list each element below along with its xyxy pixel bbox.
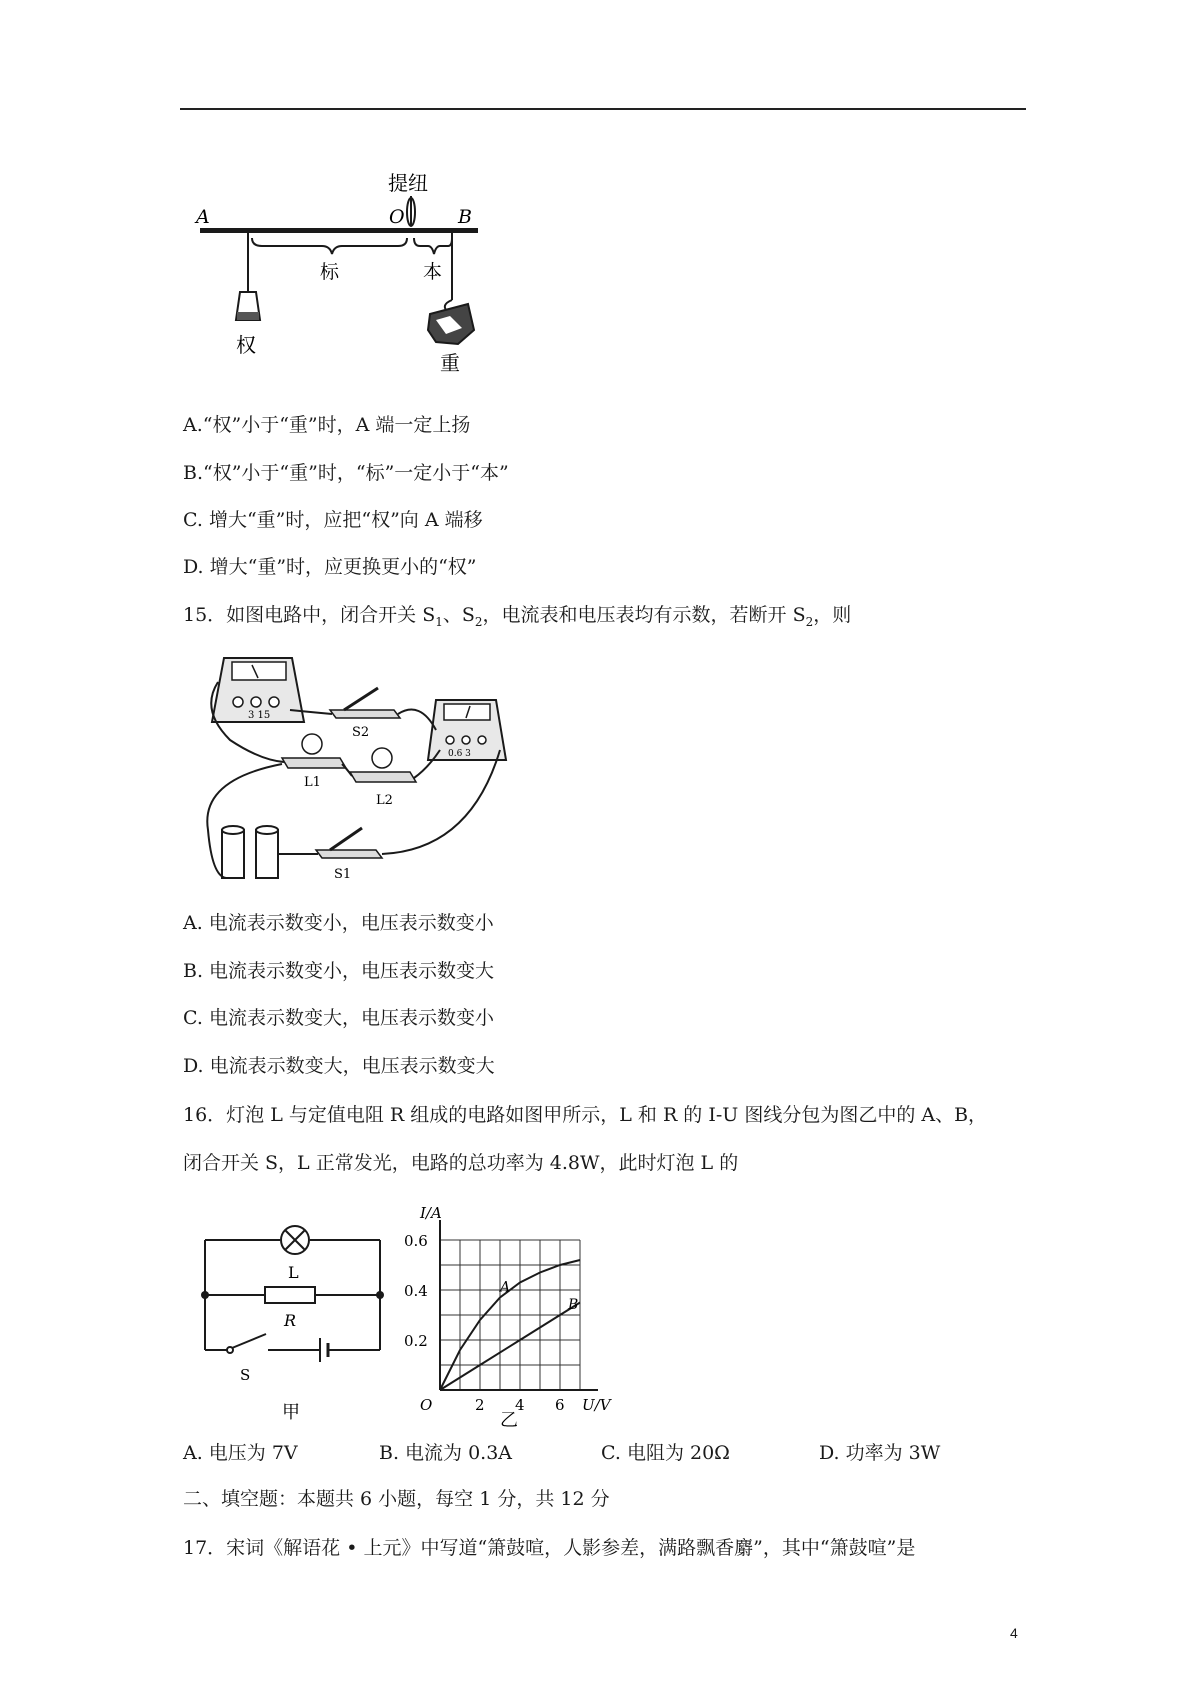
point-a-label: A [196, 206, 210, 228]
q16-stem-line-2: 闭合开关 S，L 正常发光，电路的总功率为 4.8W，此时灯泡 L 的 [183, 1152, 739, 1174]
label-s2: S2 [352, 725, 370, 740]
caption-yi: 乙 [500, 1410, 518, 1430]
steelyard-figure [0, 0, 1200, 420]
voltmeter-scale: 3 15 [248, 710, 271, 721]
y-tick-label: 0.6 [404, 1232, 428, 1250]
q15-stem-post: ，则 [813, 604, 852, 626]
zhong-label: 重 [440, 351, 460, 375]
origin-label: O [420, 1396, 433, 1414]
q15-stem-pre: 15．如图电路中，闭合开关 S [183, 604, 436, 626]
resistor-symbol [265, 1287, 315, 1303]
ben-brace [414, 238, 452, 254]
ben-label: 本 [423, 261, 443, 283]
schematic-label-s: S [240, 1366, 251, 1384]
y-axis-label: I/A [420, 1204, 442, 1222]
y-tick-label: 0.2 [404, 1332, 428, 1350]
switch-s1 [316, 828, 382, 882]
q14-option-b: B.“权”小于“重”时，“标”一定小于“本” [183, 462, 509, 484]
biao-label: 标 [320, 261, 340, 283]
schematic-label-l: L [288, 1263, 299, 1282]
q16-option-c: C. 电阻为 20Ω [601, 1442, 730, 1464]
q15-option-d: D. 电流表示数变大，电压表示数变大 [183, 1055, 495, 1077]
tizu-label: 提纽 [388, 171, 428, 195]
circuit-figure [0, 640, 600, 910]
battery-pack [222, 826, 278, 878]
q16-stem-line-1: 16．灯泡 L 与定值电阻 R 组成的电路如图甲所示，L 和 R 的 I-U 图线分包为图乙中的 A、B， [183, 1104, 988, 1126]
q15-stem-mid1: 、S [442, 604, 475, 626]
q16-option-b: B. 电流为 0.3A [379, 1442, 513, 1464]
quan-label: 权 [236, 333, 256, 357]
q14-option-c: C. 增大“重”时，应把“权”向 A 端移 [183, 509, 483, 531]
switch-s2 [330, 688, 400, 740]
q16-option-a: A. 电压为 7V [183, 1442, 298, 1464]
iu-chart [390, 1190, 640, 1430]
q15-sub-1: 1 [435, 614, 443, 629]
schematic-label-r: R [284, 1311, 297, 1330]
q15-option-c: C. 电流表示数变大，电压表示数变小 [183, 1007, 494, 1029]
ammeter-scale: 0.6 3 [448, 749, 471, 759]
lamp-l1 [282, 734, 346, 790]
q14-option-a: A.“权”小于“重”时，A 端一定上扬 [183, 414, 471, 436]
q15-stem-mid2: ，电流表和电压表均有示数，若断开 S [482, 604, 806, 626]
q15-sub-3: 2 [805, 614, 814, 629]
biao-brace [252, 238, 407, 254]
lamp-symbol [281, 1226, 309, 1254]
x-tick-label: 4 [515, 1396, 525, 1414]
series-a-label: A [500, 1279, 511, 1296]
q15-sub-2: 2 [474, 614, 483, 629]
series-b-label: B [568, 1297, 579, 1313]
schematic-jia [0, 1200, 420, 1430]
q15-option-b: B. 电流表示数变小，电压表示数变大 [183, 960, 495, 982]
q16-options-row [183, 1438, 1043, 1464]
label-l2: L2 [376, 793, 393, 808]
lamp-l2 [350, 748, 416, 808]
point-b-label: B [458, 206, 472, 228]
q14-option-d: D. 增大“重”时，应更换更小的“权” [183, 556, 477, 578]
voltmeter [212, 658, 304, 722]
x-tick-label: 2 [475, 1396, 485, 1414]
page-number: 4 [1010, 1625, 1018, 1641]
caption-jia: 甲 [282, 1402, 300, 1423]
y-tick-label: 0.4 [404, 1282, 428, 1300]
x-tick-label: 6 [555, 1396, 565, 1414]
section-2-heading: 二、填空题：本题共 6 小题，每空 1 分，共 12 分 [183, 1488, 610, 1510]
series-b-line [440, 1303, 580, 1391]
point-o-label: O [389, 206, 405, 228]
label-s1: S1 [334, 867, 352, 882]
q15-stem [183, 602, 851, 635]
q17-stem: 17．宋词《解语花 • 上元》中写道“箫鼓喧，人影参差，满路飘香麝”，其中“箫鼓喧”是 [183, 1537, 916, 1559]
q16-option-d: D. 功率为 3W [819, 1442, 941, 1464]
junction-left [201, 1291, 209, 1299]
junction-right [376, 1291, 384, 1299]
beam [200, 228, 478, 233]
label-l1: L1 [304, 775, 321, 790]
switch-blade [232, 1334, 266, 1348]
q15-option-a: A. 电流表示数变小，电压表示数变小 [183, 912, 494, 934]
x-axis-label: U/V [582, 1396, 611, 1414]
